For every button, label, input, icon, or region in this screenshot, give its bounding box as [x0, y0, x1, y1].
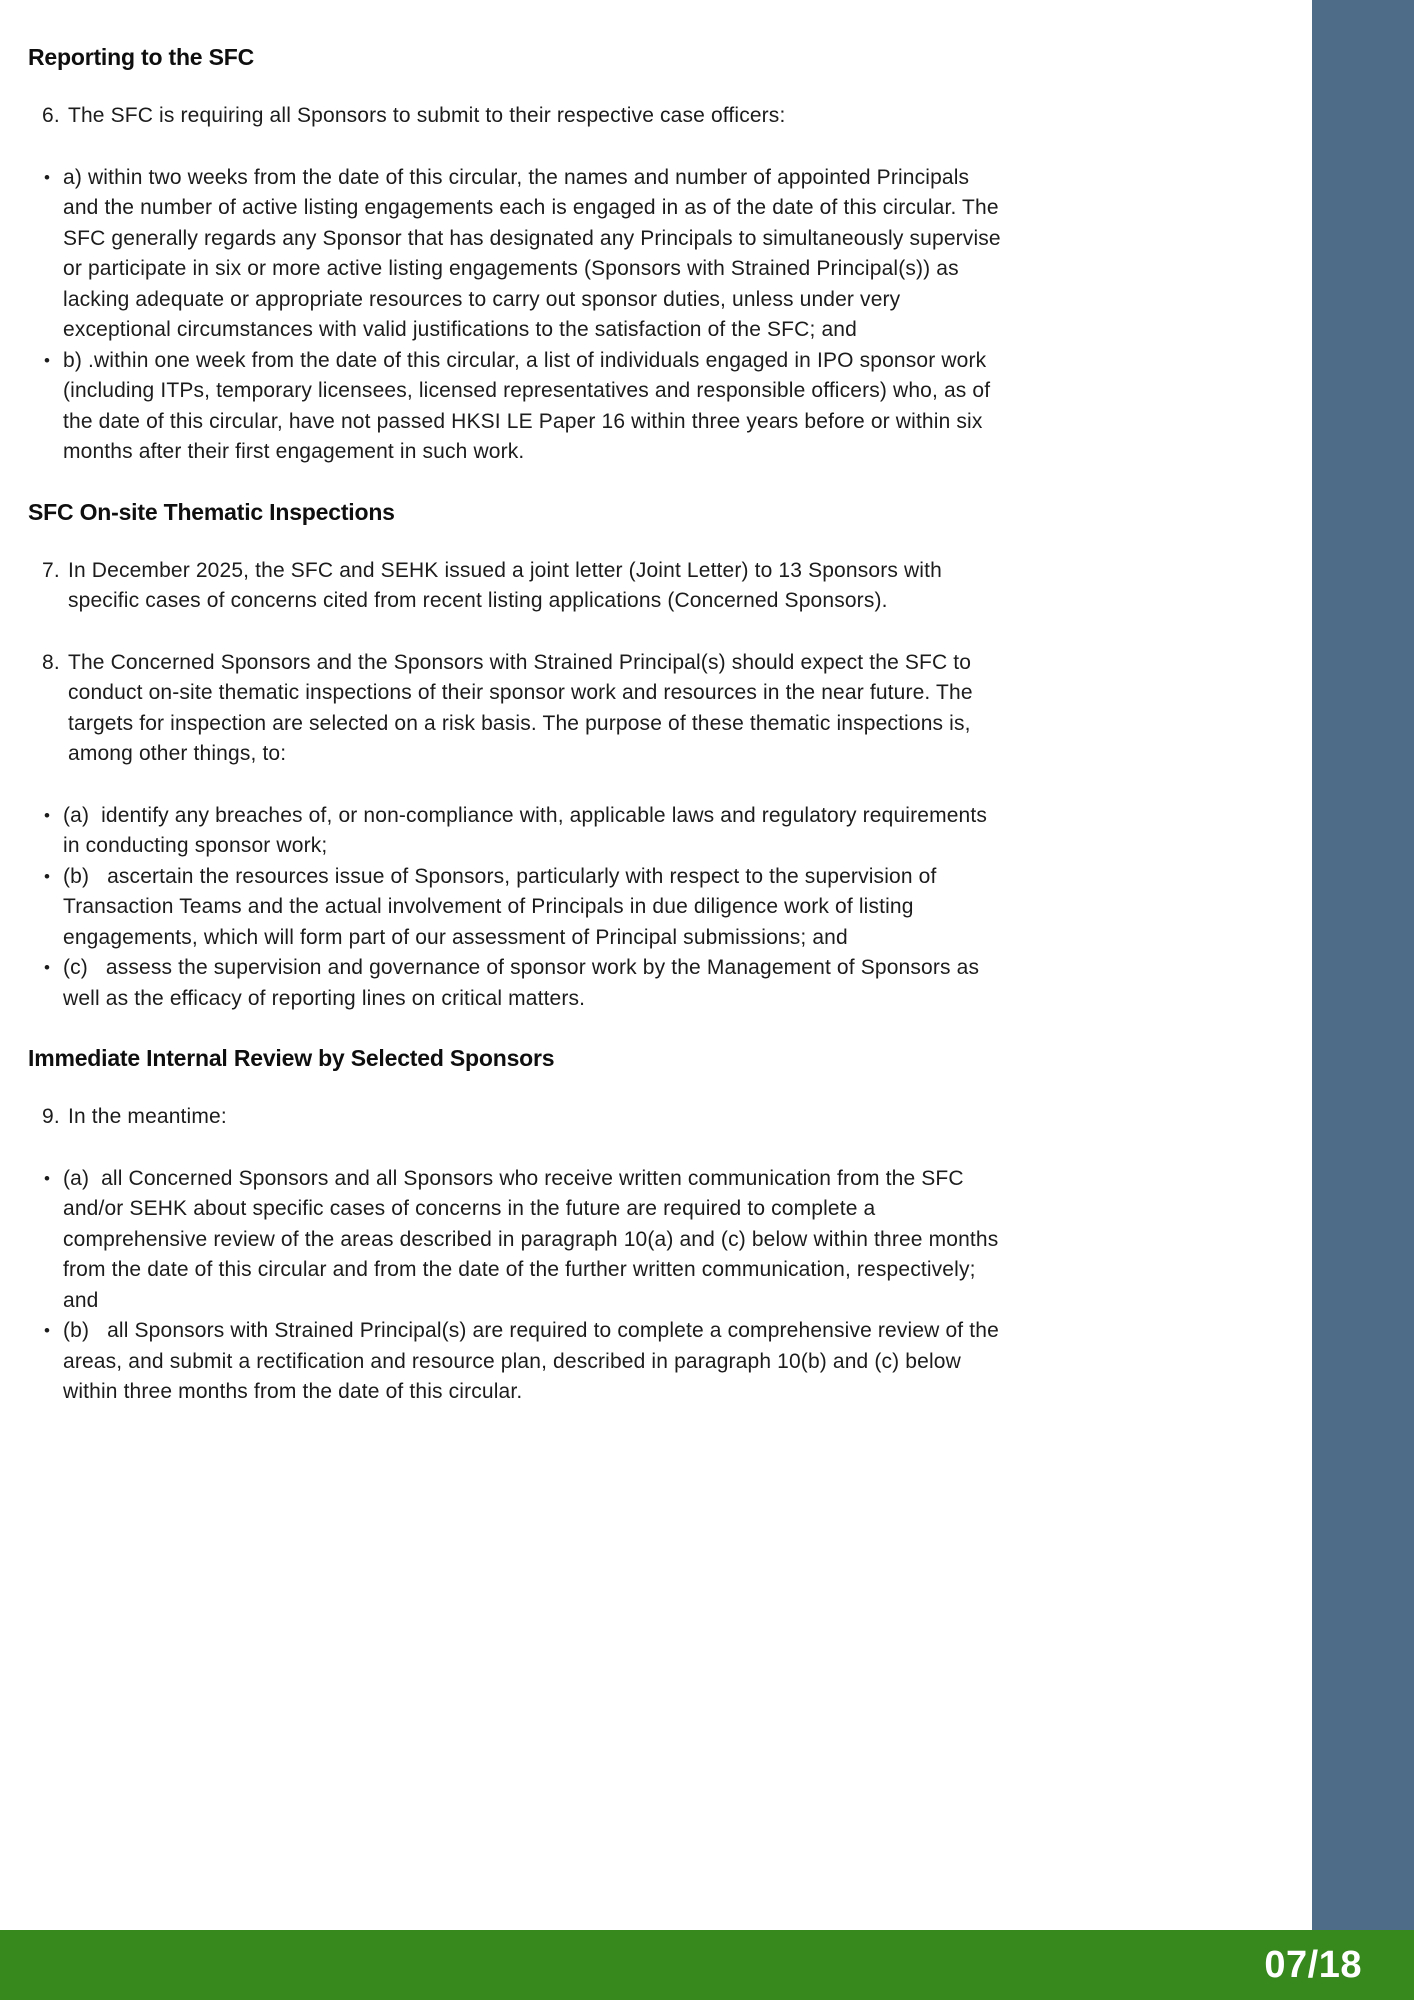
bullet-icon: • [44, 1321, 50, 1340]
footer-bar [0, 1930, 1414, 2000]
bullet-text: (b) ascertain the resources issue of Sponsors, particularly with respect to the supervision of Transaction Teams and the actual involvement of Principals in due diligence work of listing engagements, which will form part of our assessment of Principal submissions; and [63, 864, 943, 949]
paragraph-number: 8. [42, 650, 60, 674]
bullet-list [28, 1164, 1008, 1408]
paragraph-number: 9. [42, 1105, 60, 1128]
numbered-paragraph-9 [28, 1102, 1008, 1133]
page-number: 07/18 [1264, 1943, 1362, 1986]
bullet-text: b) .within one week from the date of this circular, a list of individuals engaged in IPO sponsor work (including ITPs, temporary licensees, licensed representatives and responsible officers) who, as of the date of this circular, have not passed HKSI LE Paper 16 within three years before or within six months after their first engagement in such work. [63, 348, 997, 463]
bullet-text: (a) all Concerned Sponsors and all Sponsors who receive written communication from the SFC and/or SEHK about specific cases of concerns in the future are required to complete a comprehensive review of the areas described in paragraph 10(a) and (c) below within three months from the date of this circular and from the date of the further written communication, respectively; and [63, 1166, 1005, 1312]
numbered-paragraph-7 [28, 556, 1008, 617]
bullet-icon: • [44, 167, 50, 187]
numbered-paragraph-6 [28, 101, 1008, 132]
list-item [28, 1316, 1008, 1408]
list-item [28, 163, 1008, 346]
bullet-icon: • [44, 1168, 50, 1188]
list-item [28, 862, 1008, 954]
bullet-icon: • [44, 805, 50, 825]
section-heading: Reporting to the SFC [28, 44, 254, 70]
paragraph-number: 6. [42, 104, 60, 127]
section-heading: Immediate Internal Review by Selected Sponsors [28, 1045, 555, 1071]
paragraph-text: The Concerned Sponsors and the Sponsors with Strained Principal(s) should expect the SFC to conduct on-site thematic inspections of their sponsor work and resources in the near future. The targets for inspection are selected on a risk basis. The purpose of these thematic inspections is, among other things, to: [68, 650, 979, 765]
bullet-text: (a) identify any breaches of, or non-compliance with, applicable laws and regulatory requirements in conducting sponsor work; [63, 803, 994, 857]
bullet-text: (c) assess the supervision and governance of sponsor work by the Management of Sponsors as well as the efficacy of reporting lines on critical matters. [63, 956, 986, 1010]
paragraph-number: 7. [42, 558, 60, 582]
bullet-icon: • [44, 866, 50, 886]
list-item [28, 801, 1008, 862]
bullet-list [28, 163, 1008, 468]
paragraph-text: In December 2025, the SFC and SEHK issued a joint letter (Joint Letter) to 13 Sponsors with specific cases of concerns cited from recent listing applications (Concerned Sponsors). [68, 558, 948, 612]
numbered-paragraph-8 [28, 648, 1008, 770]
paragraph-text: The SFC is requiring all Sponsors to submit to their respective case officers: [68, 104, 786, 127]
list-item [28, 346, 1008, 468]
paragraph-text: In the meantime: [68, 1105, 227, 1128]
list-item [28, 1164, 1008, 1317]
section-sfc-on-site-thematic-inspections [28, 499, 1008, 1015]
section-heading: SFC On-site Thematic Inspections [28, 498, 395, 525]
bullet-icon: • [44, 958, 50, 977]
section-reporting-to-the-sfc [28, 44, 1008, 468]
list-item [28, 953, 1008, 1014]
bullet-list [28, 801, 1008, 1015]
bullet-icon: • [44, 350, 50, 370]
bullet-text: a) within two weeks from the date of this circular, the names and number of appointed Principals and the number of active listing engagements each is engaged in as of the date of this circular. The SFC generally regards any Sponsor that has designated any Principals to simultaneously supervise or participate in six or more active listing engagements (Sponsors with Strained Principal(s)) as lacking adequate or appropriate resources to carry out sponsor duties, unless under very exceptional circumstances with valid justifications to the satisfaction of the SFC; and [63, 165, 1007, 341]
section-immediate-internal-review [28, 1045, 1008, 1408]
bullet-text: (b) all Sponsors with Strained Principal(s) are required to complete a comprehensive review of the areas, and submit a rectification and resource plan, described in paragraph 10(b) and (c) below within three months from the date of this circular. [63, 1319, 1005, 1403]
